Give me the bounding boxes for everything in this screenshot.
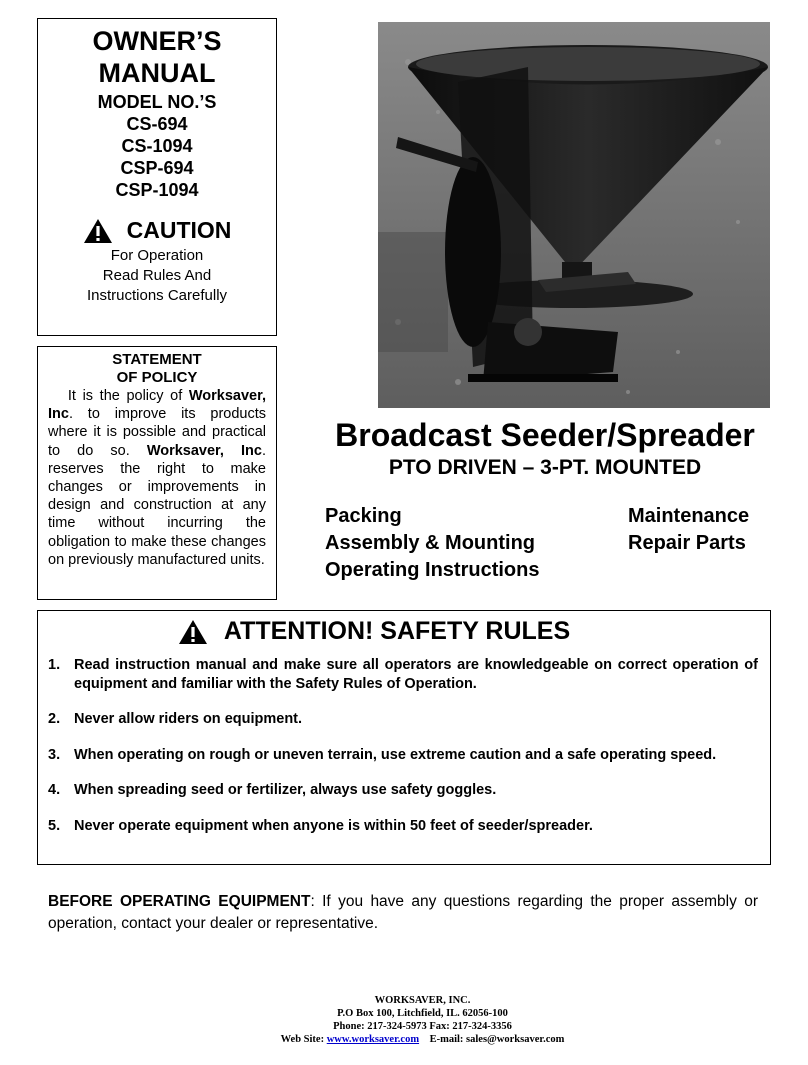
policy-text: It is the policy of: [67, 388, 189, 404]
contents-item: Operating Instructions: [325, 559, 540, 581]
title-block: [300, 416, 790, 482]
company-footer: [200, 994, 645, 1046]
document-title: Broadcast Seeder/Spreader: [335, 417, 755, 453]
footer-web-line: [200, 1033, 645, 1046]
contents-item: Packing: [325, 505, 402, 527]
contents-list-right: [628, 503, 749, 557]
contents-item: Assembly & Mounting: [325, 532, 536, 554]
rule-text: When spreading seed or fertilizer, always use safety goggles.: [74, 782, 497, 798]
contents-list-left: [325, 503, 539, 584]
contents-item: Maintenance: [628, 505, 750, 527]
rule-text: Never operate equipment when anyone is within 50 feet of seeder/spreader.: [74, 817, 593, 834]
policy-body: [48, 387, 266, 569]
rule-number: 5.: [48, 817, 61, 834]
policy-company: Worksaver, Inc: [146, 442, 262, 459]
before-operating-label: BEFORE OPERATING EQUIPMENT: [48, 893, 311, 910]
safety-heading: [38, 617, 710, 646]
rule-text: When operating on rough or uneven terrain, use extreme caution and a safe operating speed.: [74, 746, 717, 763]
product-photo: [378, 22, 770, 408]
manual-title-line1: OWNER’S: [92, 26, 222, 56]
safety-rule: [48, 656, 758, 693]
safety-title: ATTENTION! SAFETY RULES: [223, 617, 571, 645]
caution-note-line: For Operation: [110, 247, 204, 264]
rule-number: 1.: [48, 657, 61, 673]
footer-company: WORKSAVER, INC.: [374, 995, 471, 1006]
before-operating-note: [48, 891, 758, 935]
policy-heading-line1: STATEMENT: [112, 351, 202, 368]
warning-triangle-icon: [83, 218, 113, 244]
warning-triangle-icon: [178, 619, 208, 645]
before-operating-text: : If you have any questions regarding the proper assembly or operation, contact your dealer or representative.: [48, 893, 758, 932]
caution-heading: [38, 217, 276, 244]
safety-rule: [48, 710, 758, 729]
rule-text: Never allow riders on equipment.: [74, 711, 303, 727]
manual-title-line2: MANUAL: [98, 58, 216, 88]
policy-text: . reserves the right to make changes or improvements in design and construction at any time without incurring the obligation to make these changes on previously manufactured units.: [48, 442, 266, 568]
caution-note-line: Instructions Carefully: [86, 287, 228, 304]
rule-number: 3.: [48, 746, 61, 763]
policy-company: Worksaver, Inc: [48, 388, 266, 423]
footer-phone: Phone: 217-324-5973 Fax: 217-324-3356: [333, 1021, 512, 1032]
caution-title: CAUTION: [126, 217, 232, 243]
contents-item: Repair Parts: [628, 532, 746, 554]
footer-email: E-mail: sales@worksaver.com: [429, 1034, 565, 1045]
safety-rules-box: [37, 610, 771, 865]
statement-of-policy-box: [37, 346, 277, 600]
rule-number: 2.: [48, 711, 61, 727]
model-number: CS-694: [126, 114, 188, 134]
rule-text: Read instruction manual and make sure all operators are knowledgeable on correct operation of equipment and familiar with the Safety Rules of Operation.: [74, 657, 758, 692]
website-link[interactable]: www.worksaver.com: [326, 1034, 420, 1045]
footer-address: P.O Box 100, Litchfield, IL. 62056-100: [337, 1008, 508, 1019]
document-subtitle: PTO DRIVEN – 3-PT. MOUNTED: [388, 456, 702, 479]
footer-web-label: Web Site:: [280, 1034, 327, 1045]
rule-number: 4.: [48, 782, 61, 798]
policy-heading-line2: OF POLICY: [116, 369, 198, 386]
safety-rule: [48, 817, 758, 836]
safety-rule: [48, 781, 758, 800]
model-number: CSP-1094: [115, 180, 199, 200]
caution-note-line: Read Rules And: [102, 267, 212, 284]
safety-rules-list: [48, 656, 758, 835]
model-heading: MODEL NO.’S: [97, 92, 217, 112]
model-number: CS-1094: [121, 136, 193, 156]
owners-manual-box: [37, 18, 277, 336]
policy-text: . to improve its products where it is possible and practical to do so.: [48, 406, 266, 459]
model-number: CSP-694: [120, 158, 194, 178]
safety-rule: [48, 746, 758, 765]
